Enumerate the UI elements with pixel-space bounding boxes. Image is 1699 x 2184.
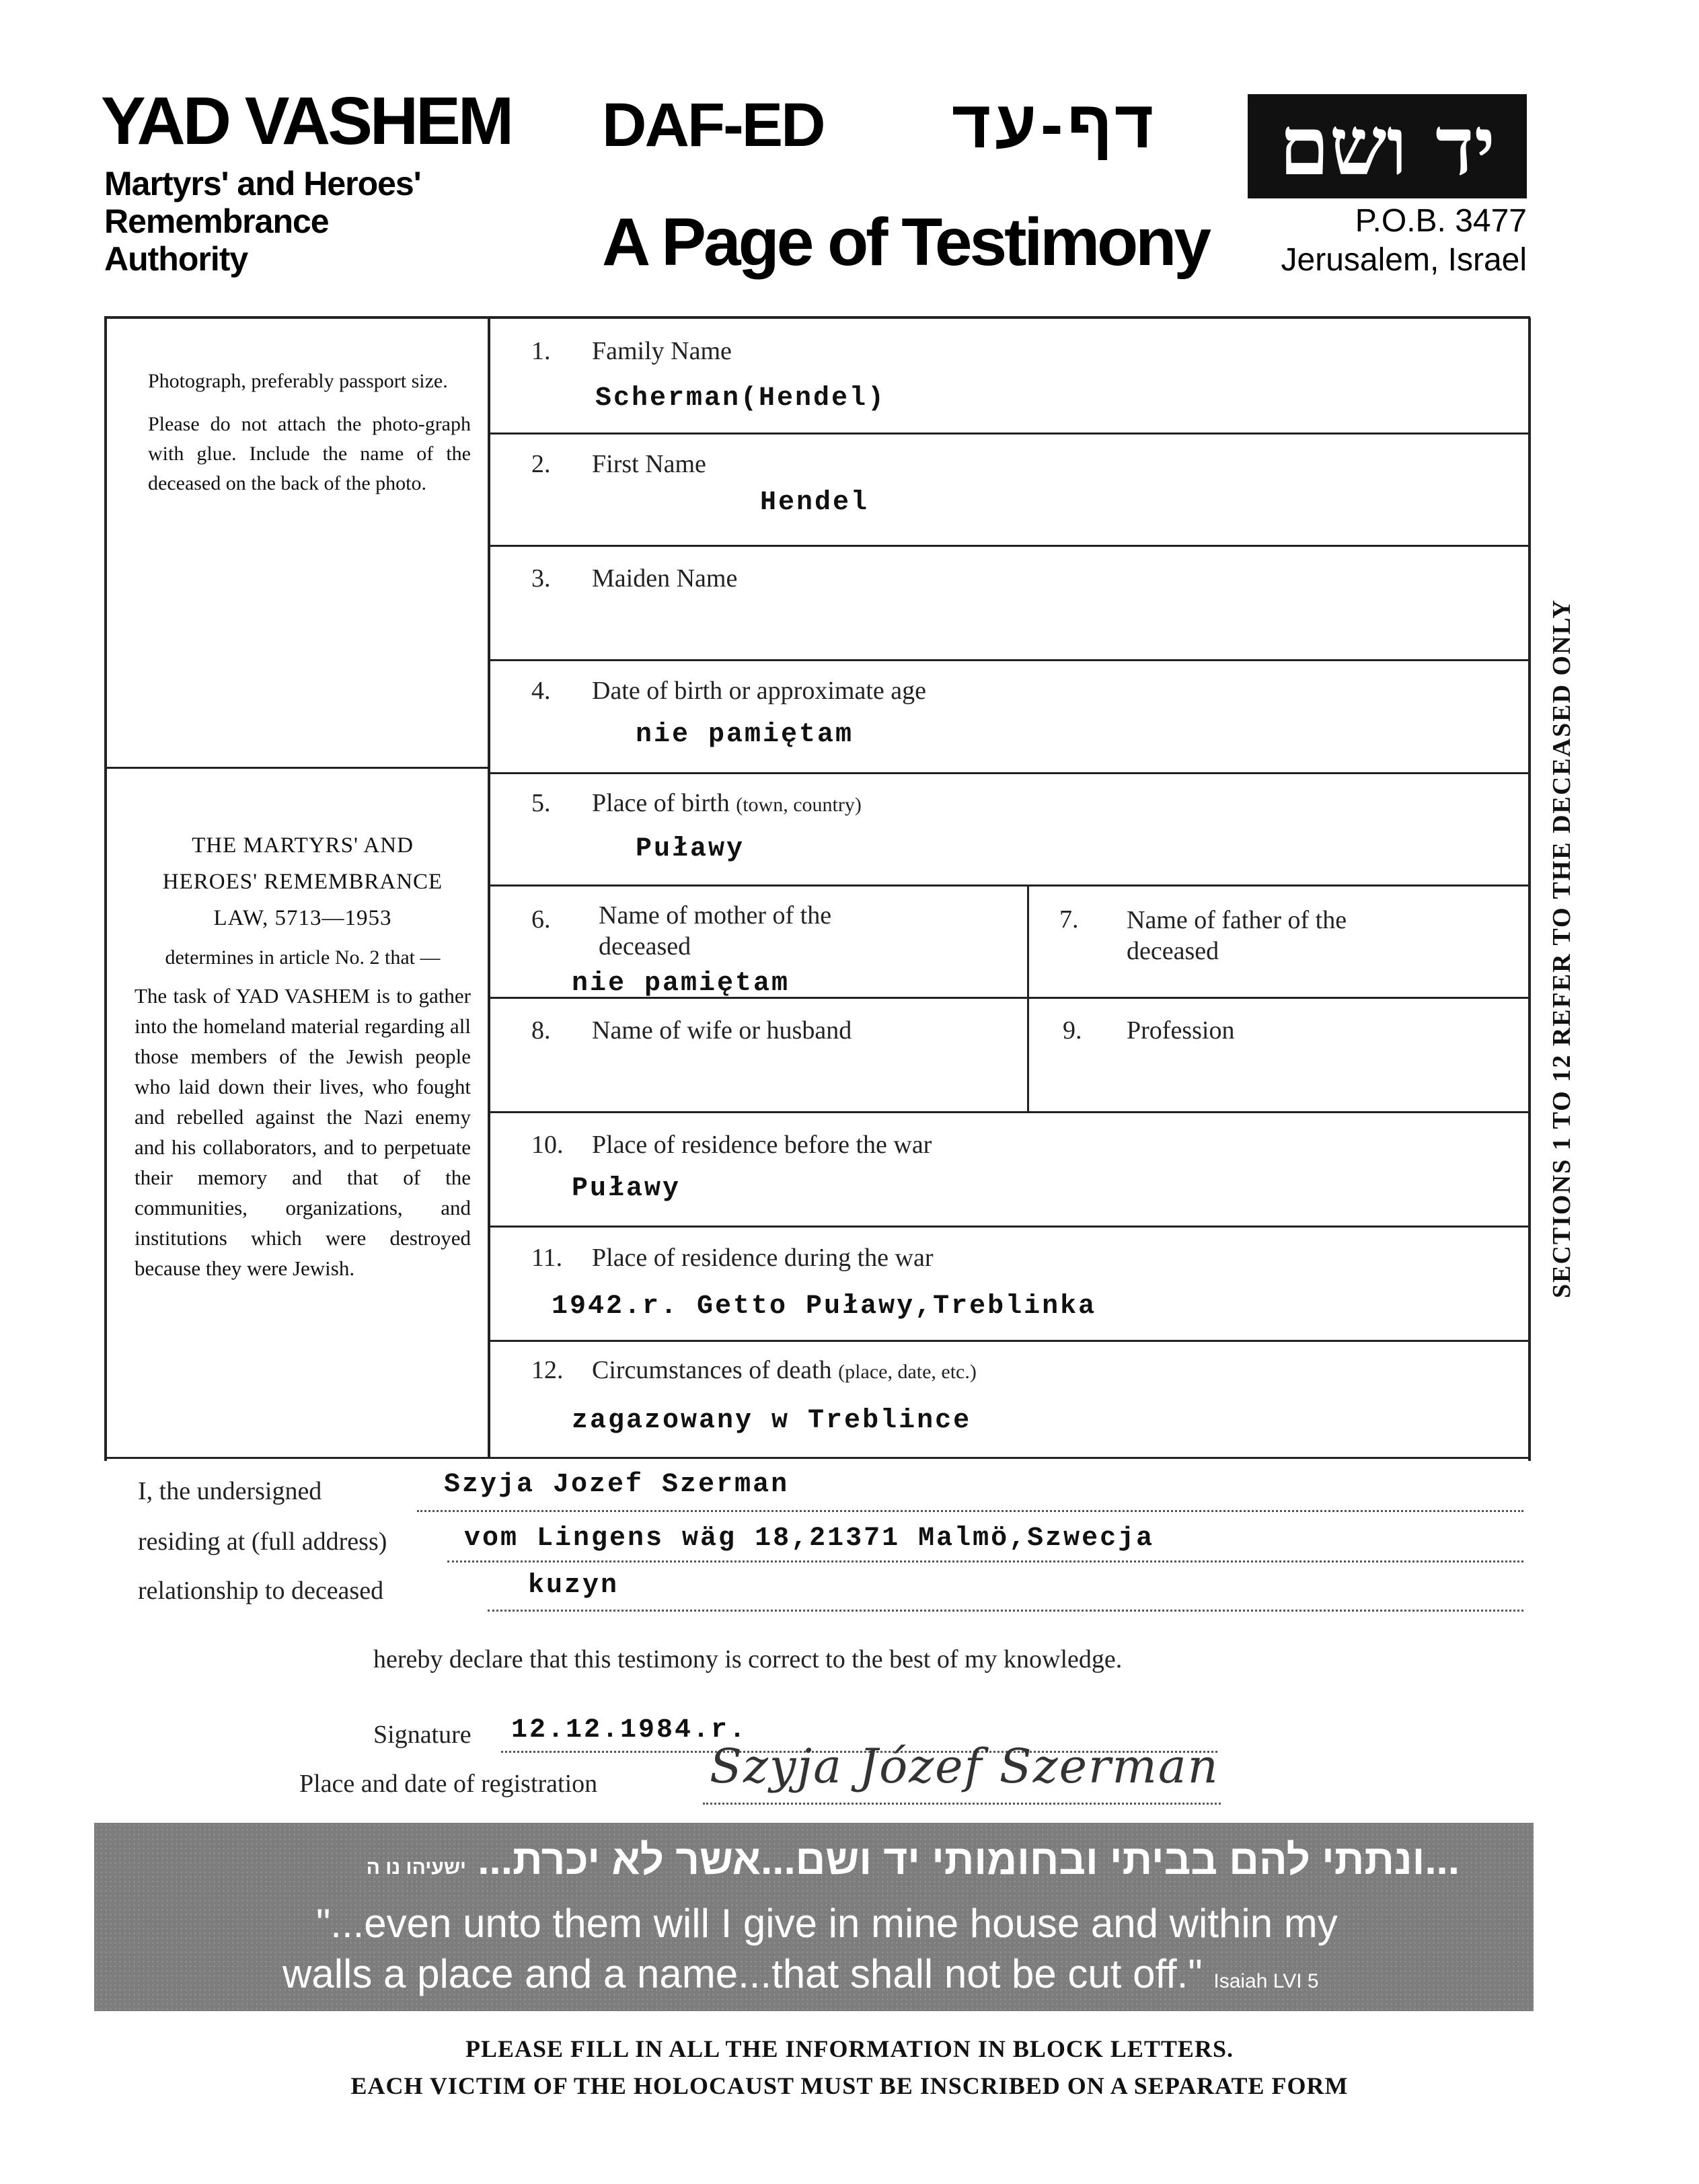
page-title: A Page of Testimony xyxy=(602,204,1209,280)
relationship-line xyxy=(488,1610,1523,1612)
death-circumstances-label xyxy=(592,1355,977,1385)
field-number: 4. xyxy=(531,677,551,705)
undersigned-line xyxy=(417,1510,1523,1512)
field-number: 6. xyxy=(531,905,551,934)
row-divider xyxy=(489,772,1528,774)
family-name-label: Family Name xyxy=(592,337,732,365)
father-name-label-line: deceased xyxy=(1127,937,1219,965)
form-name-hebrew: דף-עד xyxy=(952,87,1158,162)
law-title xyxy=(135,827,471,936)
signature-value[interactable]: 12.12.1984.r. xyxy=(511,1715,748,1745)
field-number: 3. xyxy=(531,564,551,593)
mother-name-label xyxy=(599,900,831,962)
law-text xyxy=(135,827,471,1283)
address-label-text: residing at (full address) xyxy=(138,1528,387,1556)
banner-hebrew-text: ...ונתתי להם בביתי ובחומותי יד ושם...אשר לא יכרת... xyxy=(478,1837,1460,1883)
left-panel-divider xyxy=(104,767,489,769)
death-circumstances-label-text: Circumstances of death xyxy=(592,1356,832,1384)
first-name-label: First Name xyxy=(592,450,706,478)
row-divider xyxy=(489,884,1528,887)
org-title: YAD VASHEM xyxy=(101,83,512,159)
address-line xyxy=(447,1560,1523,1562)
law-title-line: LAW, 5713—1953 xyxy=(213,906,392,930)
row-divider xyxy=(489,1226,1528,1228)
birth-place-label xyxy=(592,788,862,818)
column-divider xyxy=(488,317,490,1458)
mother-name-label-line: Name of mother of the xyxy=(599,901,832,930)
first-name-value[interactable]: Hendel xyxy=(760,488,870,518)
frame-bottom-border xyxy=(104,1457,1530,1459)
org-subtitle-line: Remembrance xyxy=(104,202,329,240)
law-body: The task of YAD VASHEM is to gather into the homeland material regarding all those members of the Jewish people who laid down their lives, who fought and rebelled against the Nazi enemy and his collaborators, and to perpetuate their memory and that of the communities, organizations, and institutions which were destroyed because they were Jewish. xyxy=(135,984,471,1280)
pob: P.O.B. 3477 xyxy=(1355,203,1527,239)
undersigned-value[interactable]: Szyja Jozef Szerman xyxy=(444,1470,790,1500)
field-number: 7. xyxy=(1059,905,1079,934)
mother-name-label-line: deceased xyxy=(599,932,691,961)
field-number: 1. xyxy=(531,337,551,365)
field-number: 9. xyxy=(1063,1016,1082,1045)
photo-instructions-line2: Please do not attach the photo-graph with glue. Include the name of the deceased on the back of the photo. xyxy=(148,413,471,494)
city: Jerusalem, Israel xyxy=(1281,242,1527,278)
split-divider xyxy=(1027,887,1029,1112)
frame-right-border xyxy=(1528,317,1531,1461)
row-divider xyxy=(489,659,1528,661)
residence-during-label: Place of residence during the war xyxy=(592,1244,934,1272)
row-divider xyxy=(489,432,1528,435)
org-subtitle xyxy=(104,165,421,278)
field-number: 8. xyxy=(531,1016,551,1045)
law-determines: determines in article No. 2 that — xyxy=(165,946,441,969)
birth-place-label-text: Place of birth xyxy=(592,789,730,817)
org-subtitle-line: Martyrs' and Heroes' xyxy=(104,165,421,202)
mother-name-value[interactable]: nie pamiętam xyxy=(572,969,790,999)
relationship-label: relationship to deceased xyxy=(138,1577,384,1605)
field-number: 10. xyxy=(531,1131,564,1159)
form-name: DAF-ED xyxy=(602,91,824,159)
scripture-banner xyxy=(94,1823,1534,2011)
birth-place-value[interactable]: Puławy xyxy=(636,834,745,864)
field-number: 5. xyxy=(531,789,551,817)
banner-english-line1: "...even unto them will I give in mine house and within my xyxy=(316,1901,1338,1946)
field-number: 11. xyxy=(531,1244,563,1272)
law-title-line: HEROES' REMEMBRANCE xyxy=(162,870,443,894)
registration-line xyxy=(703,1803,1221,1805)
frame-left-border xyxy=(104,317,107,1461)
banner-hebrew xyxy=(94,1836,1460,1884)
birth-place-label-note: (town, country) xyxy=(736,794,862,816)
banner-english-line2-text: walls a place and a name...that shall not be cut off." xyxy=(282,1951,1203,1996)
footer-line2: EACH VICTIM OF THE HOLOCAUST MUST BE INSCRIBED ON A SEPARATE FORM xyxy=(350,2072,1349,2099)
field-number: 2. xyxy=(531,450,551,478)
frame-top-border xyxy=(104,316,1530,319)
death-circumstances-label-note: (place, date, etc.) xyxy=(838,1361,977,1383)
law-title-line: THE MARTYRS' AND xyxy=(192,833,414,858)
residence-before-value[interactable]: Puławy xyxy=(572,1174,681,1204)
banner-english-ref: Isaiah LVI 5 xyxy=(1213,1970,1319,1992)
family-name-value[interactable]: Scherman(Hendel) xyxy=(595,383,886,414)
registration-label: Place and date of registration xyxy=(299,1770,598,1798)
undersigned-label: I, the undersigned xyxy=(138,1477,322,1505)
maiden-name-label: Maiden Name xyxy=(592,564,738,593)
field-number: 12. xyxy=(531,1356,564,1384)
org-subtitle-line: Authority xyxy=(104,240,248,278)
row-divider xyxy=(489,1111,1528,1113)
banner-hebrew-ref: ישעיהו נו ה xyxy=(366,1856,467,1879)
father-name-label xyxy=(1127,905,1347,967)
signature-label: Signature xyxy=(373,1721,471,1749)
birth-date-value[interactable]: nie pamiętam xyxy=(636,720,854,750)
relationship-value[interactable]: kuzyn xyxy=(528,1571,619,1601)
sections-note: SECTIONS 1 TO 12 REFER TO THE DECEASED ONLY xyxy=(1548,599,1576,1298)
birth-date-label: Date of birth or approximate age xyxy=(592,677,926,705)
row-divider xyxy=(489,1340,1528,1342)
father-name-label-line: Name of father of the xyxy=(1127,906,1347,934)
yad-vashem-logo: יד ושם xyxy=(1248,94,1527,198)
address-block xyxy=(1248,202,1527,280)
row-divider xyxy=(489,545,1528,547)
handwritten-signature: Szyja Józef Szerman xyxy=(710,1739,1219,1794)
declaration-statement: hereby declare that this testimony is correct to the best of my knowledge. xyxy=(373,1645,1123,1673)
photo-instructions xyxy=(148,367,471,498)
profession-label: Profession xyxy=(1127,1016,1235,1045)
banner-english-line2 xyxy=(282,1951,1319,1997)
address-label xyxy=(138,1527,387,1556)
spouse-name-label: Name of wife or husband xyxy=(592,1016,852,1045)
residence-before-label: Place of residence before the war xyxy=(592,1131,932,1159)
photo-instructions-line1: Photograph, preferably passport size. xyxy=(148,370,448,392)
death-circumstances-value[interactable]: zagazowany w Treblince xyxy=(572,1406,972,1436)
residence-during-value[interactable]: 1942.r. Getto Puławy,Treblinka xyxy=(552,1291,1097,1322)
address-value[interactable]: vom Lingens wäg 18,21371 Malmö,Szwecja xyxy=(464,1523,1155,1554)
footer-line1: PLEASE FILL IN ALL THE INFORMATION IN BLOCK LETTERS. xyxy=(465,2035,1234,2062)
